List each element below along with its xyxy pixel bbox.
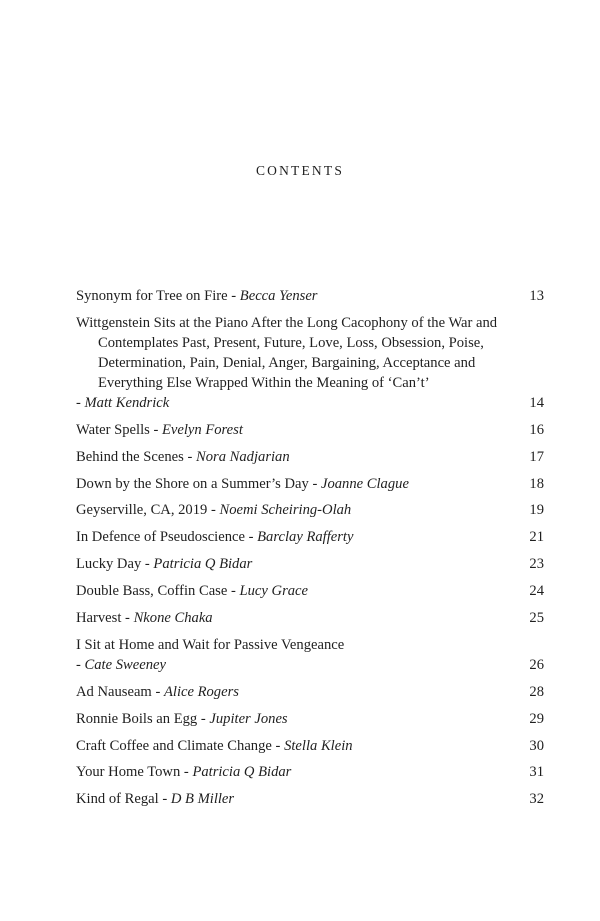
toc-entry-text — [76, 313, 504, 413]
toc-entry-separator: - — [180, 764, 193, 781]
toc-entry-title: Behind the Scenes — [76, 448, 184, 465]
toc-entry-author: Barclay Rafferty — [257, 529, 354, 546]
toc-entry-separator: - — [244, 529, 258, 546]
toc-entry-separator: - — [227, 583, 240, 600]
toc-entry — [76, 581, 544, 601]
toc-entry-author: Alice Rogers — [163, 683, 239, 700]
toc-entry-page-number: 21 — [529, 529, 544, 546]
toc-entry-title: In Defence of Pseudoscience — [76, 529, 245, 546]
toc-entry-text — [76, 736, 504, 756]
toc-entry-title: Down by the Shore on a Summer’s Day — [76, 475, 309, 492]
toc-entry-author: Becca Yenser — [239, 288, 318, 304]
toc-entry — [76, 500, 544, 520]
toc-entry-text — [76, 447, 504, 467]
toc-entry-author: Lucy Grace — [239, 583, 309, 600]
toc-entry — [76, 554, 544, 574]
toc-entry-separator: - — [121, 610, 134, 627]
toc-entry — [76, 474, 544, 494]
toc-entry-page-number: 32 — [529, 791, 544, 808]
toc-entry-title: Wittgenstein Sits at the Piano After the Long Cacophony of the War and Contemplates Past, Present, Future, Love, Loss, Obsession, Poise, Determination, Pain, Denial, Anger, Bargaining, Acceptance and Everything Else Wrapped Within the Meaning of ‘Can’t’ — [76, 314, 498, 391]
toc-entry-page-number: 14 — [529, 394, 544, 411]
toc-entry-page-number: 16 — [529, 421, 544, 438]
toc-entry-author: Nkone Chaka — [133, 610, 213, 627]
toc-entry-title: Ad Nauseam — [76, 683, 152, 700]
toc-entry — [76, 736, 544, 756]
toc-entry-separator: - — [207, 502, 220, 519]
toc-entry-author: Patricia Q Bidar — [153, 556, 253, 573]
toc-entry — [76, 762, 544, 782]
toc-entry-author: Cate Sweeney — [84, 656, 166, 673]
toc-entry-page-number: 17 — [529, 448, 544, 465]
toc-entry-text — [76, 286, 504, 306]
toc-entry-text — [76, 474, 504, 494]
toc-entry-separator: - — [151, 683, 164, 700]
toc-entry-title: Harvest — [76, 610, 122, 627]
toc-entry-separator: - — [271, 737, 285, 754]
toc-entry — [76, 682, 544, 702]
toc-entry-title: Water Spells — [76, 421, 150, 438]
toc-entry-separator: - — [76, 656, 85, 673]
toc-entry-page-number: 31 — [529, 764, 544, 781]
toc-entry-author: Matt Kendrick — [84, 394, 170, 411]
toc-entry — [76, 608, 544, 628]
toc-entry-author: D B Miller — [170, 791, 235, 808]
toc-entry-author: Noemi Scheiring-Olah — [219, 502, 352, 519]
toc-entry-title: Ronnie Boils an Egg — [76, 710, 198, 727]
toc-entry-separator: - — [227, 288, 240, 304]
toc-entry-separator: - — [149, 421, 162, 438]
toc-entry — [76, 709, 544, 729]
toc-entry-page-number: 13 — [529, 288, 544, 304]
toc-entry-text — [76, 762, 504, 782]
toc-entry-text — [76, 554, 504, 574]
toc-entry-title: Your Home Town — [76, 764, 181, 781]
toc-entry-author: Evelyn Forest — [161, 421, 243, 438]
toc-entry — [76, 286, 544, 306]
toc-entry — [76, 789, 544, 809]
toc-entry-author: Nora Nadjarian — [195, 448, 290, 465]
toc-entry-text — [76, 527, 504, 547]
toc-entry-author: Joanne Clague — [320, 475, 409, 492]
toc-entry — [76, 635, 544, 675]
toc-entry-page-number: 30 — [529, 737, 544, 754]
toc-entry-title: Craft Coffee and Climate Change — [76, 737, 272, 754]
toc-entry-title: Lucky Day — [76, 556, 142, 573]
toc-entry-separator: - — [76, 394, 85, 411]
toc-entry-text — [76, 608, 504, 628]
toc-entry-author: Jupiter Jones — [209, 710, 288, 727]
toc-entry-page-number: 26 — [529, 656, 544, 673]
toc-entry-page-number: 28 — [529, 683, 544, 700]
toc-entry-page-number: 18 — [529, 475, 544, 492]
toc-entry-page-number: 19 — [529, 502, 544, 519]
toc-entry-title: I Sit at Home and Wait for Passive Vengeance — [76, 636, 345, 653]
toc-entry-separator: - — [308, 475, 321, 492]
toc-entry-text — [76, 581, 504, 601]
toc-entry-text — [76, 789, 504, 809]
toc-entry-title: Geyserville, CA, 2019 — [76, 502, 208, 519]
toc-entry-separator: - — [183, 448, 196, 465]
toc-entry-text — [76, 635, 504, 675]
toc-entry-page-number: 24 — [529, 583, 544, 600]
page-title: CONTENTS — [255, 163, 345, 178]
toc-entry-title: Double Bass, Coffin Case — [76, 583, 228, 600]
toc-entry-separator: - — [197, 710, 210, 727]
toc-entry-separator: - — [158, 791, 171, 808]
toc-entry-text — [76, 709, 504, 729]
toc-entry-text — [76, 420, 504, 440]
toc-entry-page-number: 25 — [529, 610, 544, 627]
toc-entry-text — [76, 500, 504, 520]
toc-entry — [76, 420, 544, 440]
toc-entry-title: Kind of Regal — [76, 791, 159, 808]
toc-entry-text — [76, 682, 504, 702]
toc-entry-title: Synonym for Tree on Fire — [76, 288, 228, 304]
table-of-contents — [76, 286, 544, 816]
toc-entry — [76, 447, 544, 467]
toc-entry — [76, 313, 544, 413]
toc-entry-page-number: 29 — [529, 710, 544, 727]
toc-entry — [76, 527, 544, 547]
toc-entry-author: Patricia Q Bidar — [192, 764, 292, 781]
toc-entry-page-number: 23 — [529, 556, 544, 573]
toc-entry-author: Stella Klein — [284, 737, 353, 754]
toc-entry-separator: - — [141, 556, 154, 573]
